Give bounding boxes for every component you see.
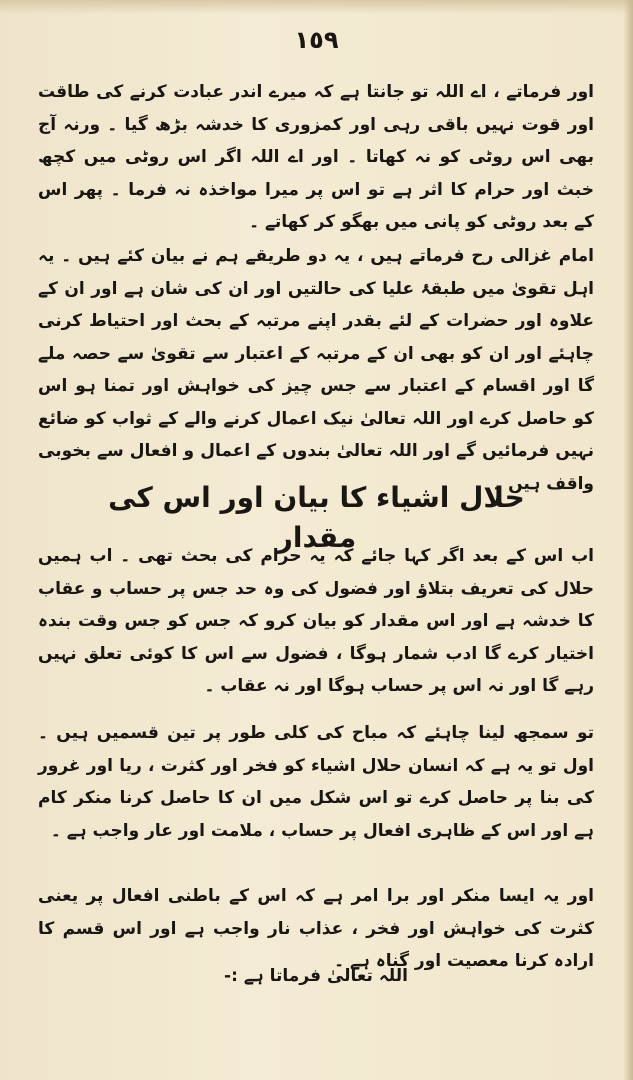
paragraph-5: اور یہ ایسا منکر اور برا امر ہے کہ اس کے باطنی افعال پر یعنی کثرت کی خواہش اور فخر ، عذاب نار واجب ہے اور اس قسم کا ارادہ کرنا معصیت اور گناہ ہے ۔	[38, 886, 594, 971]
paragraph-2: امام غزالی رح فرماتے ہیں ، یہ دو طریقے ہم نے بیان کئے ہیں ۔ یہ اہل تقویٰ میں طبقۂ علیا کی حالتیں اور ان کی شان ہے اور ان کے علاوہ اور حضرات کے لئے بقدر اپنے مرتبہ کے بحث اور احتیاط کرنی چاہئے اور ان کو بھی ان کے مرتبہ کے اعتبار سے تقویٰ سے حصہ ملے گا اور اقسام کے اعتبار سے جس چیز کی خواہش اور تمنا ہو اس کو حاصل کرے اور اللہ تعالیٰ نیک اعمال کرنے والے کے ثواب کو ضائع نہیں فرمائیں گے اور اللہ تعالیٰ بندوں کے اعمال و افعال سے بخوبی واقف ہیں ۔	[38, 246, 594, 494]
paragraph-4: تو سمجھ لینا چاہئے کہ مباح کی کلی طور پر تین قسمیں ہیں ۔ اول تو یہ ہے کہ انسان حلال اشیاء کو فخر اور کثرت ، ریا اور غرور کی بنا پر حاصل کرے تو اس شکل میں ان کا حاصل کرنا منکر کام ہے اور اس کے ظاہری افعال پر حساب ، ملامت اور عار واجب ہے ۔	[38, 723, 594, 841]
paragraph-1: اور فرماتے ، اے اللہ تو جانتا ہے کہ میرے اندر عبادت کرنے کی طاقت اور قوت نہیں باقی رہی اور کمزوری کا خدشہ بڑھ گیا ۔ ورنہ آج بھی اس روٹی کو نہ کھاتا ۔ اور اے اللہ اگر اس روٹی میں کچھ خبث اور حرام کا اثر ہے تو اس پر میرا مواخذہ نہ فرما ۔ پھر اس کے بعد روٹی کو پانی میں بھگو کر کھاتے ۔	[38, 82, 594, 232]
section-heading: حلال اشیاء کا بیان اور اس کی مقدار	[108, 481, 525, 554]
paragraph-3: اب اس کے بعد اگر کہا جائے کہ یہ حرام کی بحث تھی ۔ اب ہمیں حلال کی تعریف بتلاؤ اور فضول کی وہ حد جس پر حساب و عقاب کا خدشہ ہے اور اس مقدار کو بیان کرو کہ جس کو جس وقت بندہ اختیار کرے گا ادب شمار ہوگا ، فضول سے اس کا کوئی تعلق نہیں رہے گا اور نہ اس پر حساب ہوگا اور نہ عقاب ۔	[38, 546, 594, 696]
page-top-shadow	[0, 0, 633, 14]
page-edge-shadow	[623, 0, 633, 1080]
quote-intro: اللہ تعالیٰ فرماتا ہے :-	[224, 966, 408, 986]
page-number: ١٥٩	[294, 26, 339, 54]
